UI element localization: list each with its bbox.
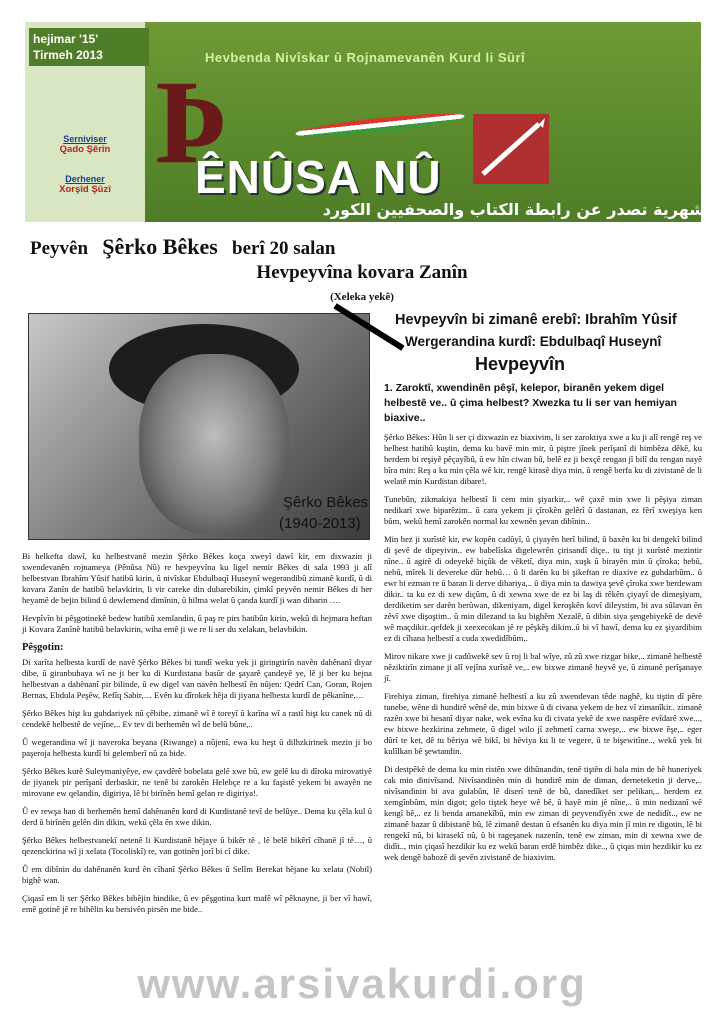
translation-by: Wergerandina kurdî: Ebdulbaqî Huseynî bbox=[405, 334, 662, 349]
paragraph: Û wegerandina wî ji naveroka beyana (Riwange) a nûjenî, ewa ku heşt û dilhzkirinek mezin ji bo paşeroja helbesta kurdî bi gelemberî nû za bide. bbox=[22, 737, 372, 758]
left-column bbox=[22, 551, 372, 922]
paragraph: Hevpîvîn bi pêşgotinekê bedew hatibû xemlandin, û paş re pirs hatibûn kirin, wekû di hejmara heftan ji Kovara Zanînê hatibû belavkirin, wiha emê ji we re li ser du xelakan, belavbikin. bbox=[22, 613, 372, 634]
right-column bbox=[384, 432, 702, 870]
staff-director bbox=[31, 174, 139, 195]
paragraph: Bi helkefta dawî, ku helbestvanê mezin Şêrko Bêkes koça xweyî dawî kir, em dixwazin ji xwendevanên rojnameya (Pênûsa Nû) re hevpeyvîna ku ligel nemir Bêkes di sala 1993 ji alî helbestvan Ibrahîm Yûsif hatibû kirin, û nivîskar Ebdulbaqî Huseynî wegerandibû zimanê kurdî, û di kovara Zanîn de hatibû belavkirin, li vir careke din dubarebikin, çimkî peyvên nemir Bêkes di her heyamê de bejin bilind û dewlemend dimînin, û hilma welat û çanda kurdî ji wan dibarin …. bbox=[22, 551, 372, 605]
headline-part1: Peyvên bbox=[30, 238, 89, 259]
pen-logo-icon bbox=[473, 114, 549, 184]
staff-role: Serniviser bbox=[63, 134, 107, 144]
staff-editor bbox=[31, 134, 139, 155]
masthead-tagline: Hevbenda Nivîskar û Rojnamevanên Kurd li Sûrî bbox=[205, 50, 526, 65]
issue-box bbox=[29, 28, 149, 66]
portrait-photo bbox=[28, 313, 370, 540]
paragraph: Şêrko Bêkes: Hûn li ser çi dixwazin ez biaxivim, li ser zaroktiya xwe a ku ji alî rengê reş ve helbest hatibû kuştin, dema ku bavê min mir, û piştre jînek perîşanî di himbêza dêkê, ku herdem bi reşiyê pêçayîbû, û ew hîn ciwan bû, belê ez ji bexçê rengan jî bilî du rengan nayê bîra min: Reş a ku min çêla wê kir, rengê kirasê diya min, û rengê berfa ku di zivistanê de li welatê min Kurdistan dibare!. bbox=[384, 432, 702, 486]
section-title: Hevpeyvîn bbox=[475, 354, 566, 374]
logo-letter-p: Þ bbox=[155, 55, 229, 188]
arabic-line-1: شهرية تصدر عن رابطة الكتاب والصحفيين الكورد bbox=[322, 200, 705, 219]
arabic-line-2: في سوريا bbox=[495, 220, 575, 239]
interview-by: Hevpeyvîn bi zimanê erebî: Ibrahîm Yûsif bbox=[395, 312, 677, 328]
paragraph: Firehiya ziman, firehiya zimanê helbestî a ku zû xwendevan têde naghê, ku tiştin dî pêre tunebe, wêne di hundirê wênê de, min bixwe û di civana yekem de hez vî zimanîkir.. zimanê razên xwe bi hesanî diyar nake, wek evîna ku di civata yekê de xwe naspêre evîdarê xwe..., ew bixwe hezkirina zehmete, û digel wilo jî zehmetî carna xweşe,.. ew bixwe êşe,.. eger dûrî te ket, dê tu bêriya wê bikî, bi hêviya ku li te vegere, û te bişewitîne.., wekû yek bi kulîlkan bê şewtandin. bbox=[384, 691, 702, 756]
issue-number: hejimar '15' bbox=[33, 32, 99, 46]
paragraph: Di xarîta helbesta kurdî de navê Şêrko Bêkes bi tundî weku yek ji giringtirîn navên dahênanî diyar dibe, û giranbuhaya wî ne ji ber ku di Kurdistana basûr de şayarê çandeyê ye, lê ji ber ku bejna helbestvan a dahênanî pir bilinde, û ew digel van navên helbestî ên nûjen: Qedrî Can, Goran, Rojen Bernas, Ebdula Peşêw, Refîq Sabir,… Evên ku dîrokek hêja di jiyana helbesta kurdî de pêkanîne,… bbox=[22, 657, 372, 700]
subheading: Pêşgotin: bbox=[22, 642, 64, 653]
photo-caption-name: Şêrko Bêkes bbox=[283, 494, 369, 511]
photo-caption-years: (1940-2013) bbox=[279, 515, 361, 532]
headline-subtitle: Hevpeyvîna kovara Zanîn bbox=[256, 262, 468, 283]
staff-name: Qado Şêrîn bbox=[59, 144, 111, 155]
issue-date: Tirmeh 2013 bbox=[33, 48, 103, 62]
headline-name: Şêrko Bêkes bbox=[102, 234, 218, 259]
photo-face bbox=[139, 354, 289, 534]
paragraph: Şêrko Bêkes hişt ku guhdariyek nû çêbibe, zimanê wî ê toreyî û karîna wî a rastî hişt ku canek nû di cendekê helbestê de vejîne,.. Ev tev di berhemên wî de belû bûne,.. bbox=[22, 708, 372, 729]
paragraph: Çiqasî em li ser Şêrko Bêkes bibêjin hindike, û ev pêşgotina kurt mafê wî pêknayne, ji ber vî hawî, emê gotinê jê re bihêlin ku bersivên pirsên me bide.. bbox=[22, 893, 372, 914]
headline bbox=[30, 234, 336, 260]
paragraph: Di destpêkê de dema ku min ristên xwe dihûnandin, tenê tiştên di bala min de bê huneriyek cak min dinivîsand. Nivîsandinên min di hundirê min de diman, derneteketin ji derve,.. nivîsandinin bi ava gulabûn, lê diserî tenê de bû, danedîket ser pelikan,.. herdem ez xemgînbûm, min digot; gelo tiştek heye wê bê, û hayê min jê nîne,.. û min nedizanî wê kengî bê,.. ez li benda amanekîbû, min ew ziman di peyvendîyên xwe de nedidît.., ew ne zimanê bazar û dibistanê bû, lê zimanê destan û efsanên ku diya min jî min re digotin, lê bi rengekî nû, bi kirasekî nû, û bi rageşanek nazenîn, tenê ew ziman, min di xewna xwe de didît.., min çiqasî hezdikir ku ez wekû baran erdê himbêz dike.., û çiqas min hezdikir ku ez wek dengê bahozê di şevên zivistanê de biaxivim. bbox=[384, 764, 702, 862]
masthead-title: ÊNÛSA NÛ bbox=[195, 151, 442, 203]
masthead bbox=[25, 22, 705, 239]
masthead-sidebar bbox=[25, 22, 145, 222]
paragraph: Û ev rewşa han di berhemên hemî dahênanên kurd di Kurdistanê tevî de belûye.. Dema ku çêla kul û derd û birînên gelên din dikin, wekû çêla ên xwe dikin. bbox=[22, 806, 372, 827]
headline-part2: berî 20 salan bbox=[232, 238, 336, 259]
question-1: 1. Zaroktî, xwendinên pêşî, kelepor, biranên yekem digel helbestê ve.. û çima helbest? Xwezka tu li ser van hemiyan biaxive.. bbox=[384, 382, 677, 424]
staff-role: Derhener bbox=[65, 174, 105, 184]
mourning-band-icon bbox=[333, 303, 404, 350]
paragraph: Şêrko Bêkes kurê Suleymaniyêye, ew çavdêrê bobelata gelê xwe bû, ew gelê ku di dîroka mirovatiyê de jiyanek pir perîşanî derbaskir, ne tenê bi zarokên Helebçe re a ku faşistê yekem bi awayên ne mirovane ew qelandin, digiriya, lê bi birînên hemî gelan re digiriya!. bbox=[22, 766, 372, 798]
paragraph: Û em dibînin du dahênanên kurd ên cîhanî Şêrko Bêkes û Selîm Berekat hêjane ku xelata (Nobil) bighê wan. bbox=[22, 864, 372, 885]
paragraph: Min hez ji xurîstê kir, ew kopên cadûyî, û çiyayên herî bilind, û baxên ku bi dengekî bilind di şevê de dipeyivin.. ew babelîska digelewrên çirisandî diçe.. tu tişt ji xurîstê mezintir nîne.. û agirê di odeyekê biçûk de vêketî, diya min, xuşk û birayên min û çîroka; hebû, nebû, mîrek li devereke dûr hebû… û li darên ku bi şikeftan re diaxive ez guhdarbûm.. û ewr bi ezman re û baran li derve dibariya,.. û diya min ta dawiya şevê çîroka xwe berdewam dikir.. ta ku ez di xew diçûm, û di xewna xwe de ez bi laş di rêkên çiyayî de dimeşiyam, derdiketim ser darên berûwan, dikeniyam, digel keroşkên kovî dileystim, bi ava sûlavan ên zêvî xwe dişoştim.. û min dilezand ta ku bighêm Xezalê, û dibin siya şengebiyekê de devê wê maçdikir..qefdek ji xeexecokan jê re pêşkêş dikim..û bi vî hawî, dema ku ez şiyardibim ez di cîhana helbestî a cuda xwedidîbûm,. bbox=[384, 534, 702, 643]
paragraph: Şêrko Bêkes helbestvanekî netenê li Kurdistanê hêjaye û bikêr tê , lê belê bikêrî cîhanê jî tê…, û qezenckirina wî ji xelata (Tocoliskî) re, van gotinên jorî bi cî dike. bbox=[22, 835, 372, 856]
paragraph: Tunebûn, zikmakiya helbestî li cem min şiyarkir,.. wê çaxê min xwe li pêşiya ziman nedikarî xwe biparêzim.. û cara yekem ji çîrokên gelêrî û dastanan, ez fêrî xweşiya ken bûm, wekû hemî zarokên normal ku xewnên şevan dibînin.. bbox=[384, 494, 702, 526]
paragraph: Mirov nikare xwe ji cadûwekê sev û roj li bal wîye, zû zû xwe rizgar bike,.. zimanê helbestê nêziktirîn zimane ji alî vejîna xurîstê ve,.. ew bixwe zimanê heyvê ye, û zimanê perîşanaye jî. bbox=[384, 651, 702, 683]
part-note: (Xeleka yekê) bbox=[330, 291, 394, 303]
staff-name: Xorşîd Şûzî bbox=[59, 184, 111, 195]
watermark: www.arsivakurdi.org bbox=[137, 960, 587, 1007]
